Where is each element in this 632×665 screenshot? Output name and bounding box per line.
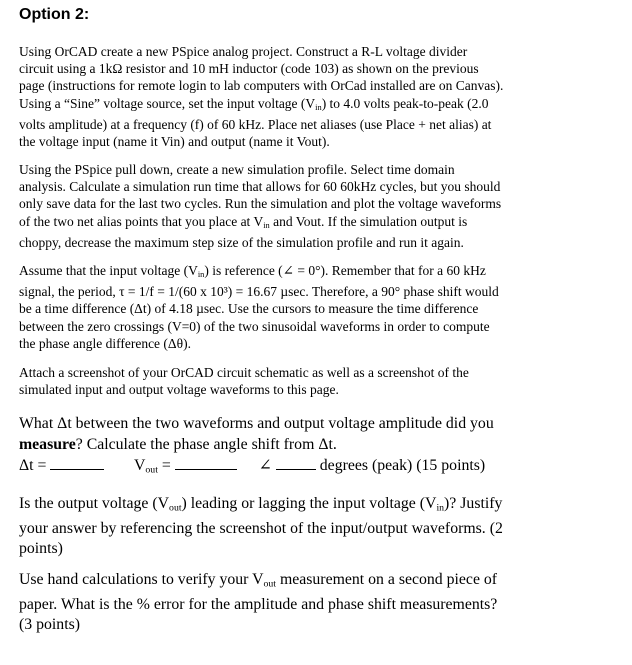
vout-answer-blank[interactable] <box>175 455 237 470</box>
text-line: Using a “Sine” voltage source, set the input voltage $(V_{in})$ to 4.0 volts peak-to-peak (2.0 <box>19 95 489 112</box>
text-line: Attach a screenshot of your OrCAD circuit schematic as well as a screenshot of the <box>19 365 469 380</box>
option-heading: Option 2: <box>19 6 90 23</box>
text-line: (3 points) <box>19 616 80 634</box>
text-line: Use hand calculations to verify your $V_{out}$ measurement on a second piece of <box>19 571 498 590</box>
text-line: signal, the period, τ = 1/f = 1/(60 x 10³) = 16.67 µsec. Therefore, a 90° phase shift would <box>19 284 499 300</box>
angle-symbol: ∠ <box>258 457 272 474</box>
text-line: What Δt between the two waveforms and output voltage amplitude did you <box>19 415 494 432</box>
dt-label: Δt = <box>19 457 47 474</box>
question-percent-error <box>19 570 623 636</box>
text-line: volts amplitude) at a frequency (f) of 60 kHz. Place net aliases (use Place + net alias) at <box>19 116 492 132</box>
paragraph-attach-screenshot <box>19 364 623 398</box>
paragraph-phase-reference <box>19 262 623 352</box>
text-line: points) <box>19 540 63 558</box>
text-line: be a time difference (Δt) of 4.18 µsec. Use the cursors to measure the time difference <box>19 301 479 317</box>
vout-label: $V_{out}$ = <box>133 457 171 476</box>
text-line: choppy, decrease the maximum step size of the simulation profile and run it again. <box>19 234 464 250</box>
text-line: analysis. Calculate a simulation run time that allows for 60 60kHz cycles, but you should <box>19 179 501 195</box>
text-line: Is the output voltage $(V_{out})$ leading or lagging the input voltage $(V_{in})$? Justify <box>19 495 503 514</box>
text-line: your answer by referencing the screenshot of the input/output waveforms. (2 <box>19 519 503 537</box>
text-line: only save data for the last two cycles. Run the simulation and plot the voltage waveforms <box>19 196 502 212</box>
text-line: measure? Calculate the phase angle shift from Δt. <box>19 435 337 453</box>
text-line: Using the PSpice pull down, create a new simulation profile. Select time domain <box>19 162 455 177</box>
angle-answer-blank[interactable] <box>276 455 316 470</box>
text-line: of the two net alias points that you place at $V_{in}$ and Vout. If the simulation output is <box>19 213 468 230</box>
paragraph-simulation-profile <box>19 161 623 251</box>
dt-answer-blank[interactable] <box>50 455 104 470</box>
text-line: Using OrCAD create a new PSpice analog project. Construct a R-L voltage divider <box>19 44 468 59</box>
answer-line <box>19 455 623 481</box>
question-leading-lagging <box>19 494 623 560</box>
text-line: circuit using a 1kΩ resistor and 10 mH inductor (code 103) as shown on the previous <box>19 61 479 77</box>
question-measure <box>19 414 623 481</box>
text-line: the phase angle difference (Δθ). <box>19 335 191 351</box>
text-line: between the zero crossings (V=0) of the two sinusoidal waveforms in order to compute <box>19 318 490 334</box>
text-line: the voltage input (name it Vin) and output (name it Vout). <box>19 134 330 150</box>
text-line: Assume that the input voltage $(V_{in})$ is reference (∠ = 0°). Remember that for a 60 kHz <box>19 263 486 280</box>
degrees-label: degrees (peak) (15 points) <box>319 457 486 474</box>
text-line: page (instructions for remote login to lab computers with OrCad installed are on Canvas). <box>19 78 504 94</box>
paragraph-instructions-circuit <box>19 43 623 150</box>
text-line: paper. What is the % error for the amplitude and phase shift measurements? <box>19 595 498 613</box>
text-line: simulated input and output voltage waveforms to this page. <box>19 382 339 398</box>
